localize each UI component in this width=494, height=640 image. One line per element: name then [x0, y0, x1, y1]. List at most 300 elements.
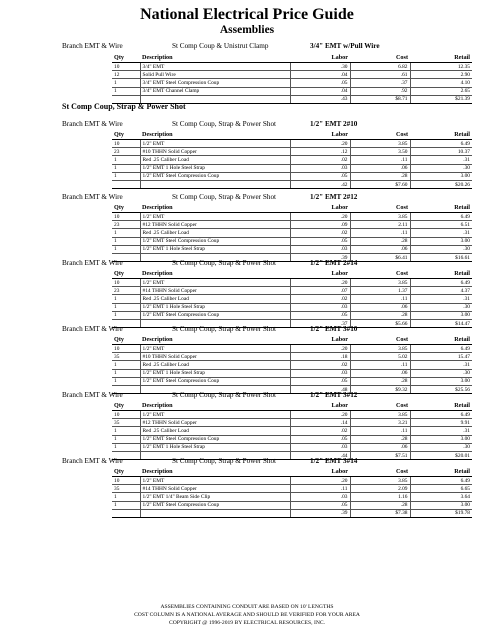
- cell-description: 1/2" EMT 1 Hole Steel Strap: [140, 245, 290, 253]
- cell-labor: .03: [290, 164, 350, 172]
- table-row: [112, 148, 472, 156]
- section-kind: St Comp Coup, Strap & Power Shot: [172, 120, 277, 128]
- cell-empty: [112, 180, 140, 188]
- col-header-cost: Cost: [350, 53, 410, 63]
- cell-retail: .30: [410, 369, 472, 377]
- cell-cost: 3.85: [350, 140, 410, 148]
- col-header-description: Description: [140, 53, 290, 63]
- cell-cost: .28: [350, 501, 410, 509]
- footer-copyright: COPYRIGHT @ 1996-2019 BY ELECTRICAL RESOURCES, INC.: [169, 620, 325, 626]
- cell-labor: .02: [290, 156, 350, 164]
- table-row: [112, 71, 472, 79]
- section-kind: St Comp Coup, Strap & Power Shot: [172, 325, 277, 333]
- cell-description: 1/2" EMT 1 Hole Steel Strap: [140, 303, 290, 311]
- cell-labor: .11: [290, 485, 350, 493]
- cell-cost: .28: [350, 377, 410, 385]
- cell-qty: 1: [112, 295, 140, 303]
- cell-cost: 3.85: [350, 279, 410, 287]
- total-labor: .44: [290, 451, 350, 459]
- col-header-labor: Labor: [290, 467, 350, 477]
- cell-labor: .12: [290, 148, 350, 156]
- cell-cost: 3.85: [350, 411, 410, 419]
- cell-qty: 10: [112, 213, 140, 221]
- cell-qty: 23: [112, 221, 140, 229]
- cell-cost: .11: [350, 427, 410, 435]
- cell-description: #10 THHN Solid Copper: [140, 353, 290, 361]
- cell-description: 3/4" EMT: [140, 63, 290, 71]
- table-total-row: [112, 509, 472, 517]
- table-row: [112, 229, 472, 237]
- table-row: [112, 427, 472, 435]
- cell-labor: .20: [290, 411, 350, 419]
- cell-labor: .09: [290, 221, 350, 229]
- total-retail: $14.47: [410, 319, 472, 327]
- cell-qty: 1: [112, 377, 140, 385]
- cell-labor: .05: [290, 377, 350, 385]
- total-retail: $20.26: [410, 180, 472, 188]
- cell-description: 1/2" EMT Steel Compression Coup: [140, 435, 290, 443]
- cell-description: 1/2" EMT Steel Compression Coup: [140, 237, 290, 245]
- cell-qty: 1: [112, 245, 140, 253]
- cell-description: 1/2" EMT 1 Hole Steel Strap: [140, 164, 290, 172]
- cell-description: 1/2" EMT Steel Compression Coup: [140, 501, 290, 509]
- cell-description: 1/2" EMT Steel Compression Coup: [140, 311, 290, 319]
- cell-qty: 10: [112, 63, 140, 71]
- table-row: [112, 477, 472, 485]
- cell-cost: 3.85: [350, 213, 410, 221]
- total-retail: $20.01: [410, 451, 472, 459]
- section-heading: 1/2" EMT 2#14: [310, 259, 358, 267]
- cell-qty: 10: [112, 477, 140, 485]
- cell-labor: .03: [290, 369, 350, 377]
- page-title: National Electrical Price Guide: [140, 6, 354, 23]
- cell-qty: 10: [112, 345, 140, 353]
- cell-qty: 1: [112, 435, 140, 443]
- total-labor: .39: [290, 253, 350, 261]
- cell-cost: 1.16: [350, 493, 410, 501]
- cell-empty: [112, 509, 140, 517]
- cell-cost: .11: [350, 156, 410, 164]
- cell-qty: 10: [112, 411, 140, 419]
- cell-description: 1/2" EMT: [140, 411, 290, 419]
- cell-description: #12 THHN Solid Copper: [140, 419, 290, 427]
- table-row: [112, 221, 472, 229]
- total-cost: $7.38: [350, 509, 410, 517]
- cell-labor: .04: [290, 87, 350, 95]
- cell-labor: .05: [290, 311, 350, 319]
- cell-cost: 2.09: [350, 485, 410, 493]
- cell-description: 1/2" EMT: [140, 140, 290, 148]
- table-row: [112, 156, 472, 164]
- cell-qty: 1: [112, 172, 140, 180]
- col-header-qty: Qty: [112, 203, 140, 213]
- section-header: [62, 324, 482, 334]
- section-kind: St Comp Coup, Strap & Power Shot: [172, 457, 277, 465]
- cell-cost: 2.11: [350, 221, 410, 229]
- col-header-cost: Cost: [350, 335, 410, 345]
- cell-description: 3/4" EMT Channel Clamp: [140, 87, 290, 95]
- total-labor: .43: [290, 95, 350, 103]
- total-cost: $7.51: [350, 451, 410, 459]
- section-heading: 1/2" EMT 2#12: [310, 193, 358, 201]
- cell-retail: .30: [410, 303, 472, 311]
- cell-labor: .20: [290, 345, 350, 353]
- col-header-retail: Retail: [410, 335, 472, 345]
- cell-cost: 5.02: [350, 353, 410, 361]
- cell-cost: .06: [350, 303, 410, 311]
- section-header: [62, 258, 482, 268]
- col-header-cost: Cost: [350, 130, 410, 140]
- section-kind: St Comp Coup, Strap & Power Shot: [172, 259, 277, 267]
- cell-retail: 3.00: [410, 237, 472, 245]
- total-cost: $5.66: [350, 319, 410, 327]
- table-row: [112, 140, 472, 148]
- cell-description: 3/4" EMT Steel Compression Coup: [140, 79, 290, 87]
- cell-labor: .05: [290, 501, 350, 509]
- col-header-retail: Retail: [410, 203, 472, 213]
- table-row: [112, 63, 472, 71]
- cell-cost: .28: [350, 237, 410, 245]
- col-header-retail: Retail: [410, 467, 472, 477]
- table-row: [112, 501, 472, 509]
- col-header-retail: Retail: [410, 130, 472, 140]
- col-header-qty: Qty: [112, 335, 140, 345]
- section-branch: Branch EMT & Wire: [62, 325, 123, 333]
- assembly-table: [112, 335, 472, 394]
- table-header-row: [112, 335, 472, 345]
- section-header: [62, 192, 482, 202]
- cell-description: 1/2" EMT Steel Compression Coup: [140, 172, 290, 180]
- cell-retail: 10.37: [410, 148, 472, 156]
- col-header-qty: Qty: [112, 467, 140, 477]
- cell-cost: .06: [350, 245, 410, 253]
- cell-retail: .30: [410, 164, 472, 172]
- cell-retail: .31: [410, 229, 472, 237]
- cell-qty: 35: [112, 419, 140, 427]
- cell-retail: 6.49: [410, 411, 472, 419]
- assembly-table: [112, 467, 472, 518]
- table-row: [112, 164, 472, 172]
- section-branch: Branch EMT & Wire: [62, 391, 123, 399]
- cell-cost: .28: [350, 311, 410, 319]
- table-row: [112, 485, 472, 493]
- assembly-table: [112, 401, 472, 460]
- cell-cost: 3.50: [350, 148, 410, 156]
- total-retail: $25.56: [410, 385, 472, 393]
- total-retail: $19.78: [410, 509, 472, 517]
- col-header-retail: Retail: [410, 269, 472, 279]
- col-header-qty: Qty: [112, 401, 140, 411]
- section-branch: Branch EMT & Wire: [62, 120, 123, 128]
- table-header-row: [112, 269, 472, 279]
- section-header: [62, 119, 482, 129]
- col-header-labor: Labor: [290, 130, 350, 140]
- table-row: [112, 377, 472, 385]
- cell-qty: 35: [112, 485, 140, 493]
- col-header-labor: Labor: [290, 53, 350, 63]
- table-row: [112, 172, 472, 180]
- col-header-description: Description: [140, 401, 290, 411]
- col-header-description: Description: [140, 467, 290, 477]
- section-kind: St Comp Coup & Unistrut Clamp: [172, 42, 269, 50]
- cell-labor: .20: [290, 140, 350, 148]
- cell-retail: .31: [410, 361, 472, 369]
- col-header-cost: Cost: [350, 269, 410, 279]
- table-row: [112, 287, 472, 295]
- cell-retail: 12.35: [410, 63, 472, 71]
- section-kind: St Comp Coup, Strap & Power Shot: [172, 391, 277, 399]
- table-row: [112, 245, 472, 253]
- cell-description: 1/2" EMT 1/4" Beam Side Clip: [140, 493, 290, 501]
- cell-description: 1/2" EMT 1 Hole Steel Strap: [140, 369, 290, 377]
- cell-description: Red .25 Caliber Load: [140, 295, 290, 303]
- cell-retail: 4.37: [410, 287, 472, 295]
- cell-qty: 1: [112, 501, 140, 509]
- cell-labor: .03: [290, 245, 350, 253]
- section-header: [62, 456, 482, 466]
- cell-cost: .11: [350, 229, 410, 237]
- total-cost: $8.71: [350, 95, 410, 103]
- table-row: [112, 411, 472, 419]
- total-labor: .37: [290, 319, 350, 327]
- cell-retail: .31: [410, 295, 472, 303]
- cell-qty: 10: [112, 279, 140, 287]
- cell-retail: 2.90: [410, 71, 472, 79]
- cell-labor: .05: [290, 172, 350, 180]
- col-header-description: Description: [140, 335, 290, 345]
- table-header-row: [112, 130, 472, 140]
- cell-retail: 6.49: [410, 213, 472, 221]
- cell-description: 1/2" EMT: [140, 477, 290, 485]
- cell-description: Red .25 Caliber Load: [140, 229, 290, 237]
- table-row: [112, 295, 472, 303]
- cell-labor: .02: [290, 427, 350, 435]
- cell-qty: 23: [112, 287, 140, 295]
- cell-labor: .02: [290, 229, 350, 237]
- total-retail: $16.61: [410, 253, 472, 261]
- col-header-labor: Labor: [290, 203, 350, 213]
- cell-description: Red .25 Caliber Load: [140, 156, 290, 164]
- cell-labor: .03: [290, 443, 350, 451]
- cell-description: 1/2" EMT: [140, 213, 290, 221]
- table-total-row: [112, 180, 472, 188]
- cell-retail: 2.65: [410, 87, 472, 95]
- cell-qty: 1: [112, 493, 140, 501]
- cell-description: 1/2" EMT Steel Compression Coup: [140, 377, 290, 385]
- cell-retail: 6.51: [410, 221, 472, 229]
- cell-cost: .28: [350, 172, 410, 180]
- table-row: [112, 79, 472, 87]
- total-labor: .39: [290, 509, 350, 517]
- total-retail: $21.39: [410, 95, 472, 103]
- page-subtitle: Assemblies: [219, 24, 275, 36]
- cell-retail: 6.49: [410, 477, 472, 485]
- col-header-qty: Qty: [112, 130, 140, 140]
- section-heading: 1/2" EMT 3#10: [310, 325, 358, 333]
- col-header-description: Description: [140, 203, 290, 213]
- section-header: [62, 41, 482, 51]
- cell-retail: 9.91: [410, 419, 472, 427]
- cell-qty: 1: [112, 369, 140, 377]
- cell-retail: 6.49: [410, 345, 472, 353]
- cell-qty: 1: [112, 156, 140, 164]
- cell-labor: .14: [290, 419, 350, 427]
- table-header-row: [112, 467, 472, 477]
- section-branch: Branch EMT & Wire: [62, 457, 123, 465]
- section-heading: 1/2" EMT 3#12: [310, 391, 358, 399]
- cell-labor: .18: [290, 353, 350, 361]
- col-header-qty: Qty: [112, 53, 140, 63]
- table-row: [112, 303, 472, 311]
- cell-retail: 6.49: [410, 279, 472, 287]
- cell-qty: 1: [112, 164, 140, 172]
- cell-labor: .30: [290, 63, 350, 71]
- total-cost: $9.32: [350, 385, 410, 393]
- cell-labor: .05: [290, 79, 350, 87]
- cell-description: #12 THHN Solid Copper: [140, 221, 290, 229]
- cell-cost: .92: [350, 87, 410, 95]
- section-heading: 1/2" EMT 3#14: [310, 457, 358, 465]
- cell-cost: 3.85: [350, 345, 410, 353]
- table-row: [112, 435, 472, 443]
- cell-labor: .20: [290, 213, 350, 221]
- cell-cost: 6.82: [350, 63, 410, 71]
- cell-retail: .31: [410, 156, 472, 164]
- cell-cost: .28: [350, 435, 410, 443]
- assembly-table: [112, 203, 472, 262]
- table-row: [112, 443, 472, 451]
- section-heading: 1/2" EMT 2#10: [310, 120, 358, 128]
- section-header: [62, 390, 482, 400]
- cell-retail: 4.10: [410, 79, 472, 87]
- cell-qty: 12: [112, 71, 140, 79]
- col-header-labor: Labor: [290, 401, 350, 411]
- cell-labor: .20: [290, 279, 350, 287]
- group-label: St Comp Coup, Strap & Power Shot: [62, 102, 186, 111]
- footer-note-cost: COST COLUMN IS A NATIONAL AVERAGE AND SHOULD BE VERIFIED FOR YOUR AREA: [134, 612, 360, 618]
- cell-cost: 3.21: [350, 419, 410, 427]
- cell-qty: 10: [112, 140, 140, 148]
- col-header-labor: Labor: [290, 269, 350, 279]
- cell-qty: 1: [112, 427, 140, 435]
- table-row: [112, 493, 472, 501]
- cell-cost: .11: [350, 361, 410, 369]
- cell-cost: .11: [350, 295, 410, 303]
- total-cost: $6.41: [350, 253, 410, 261]
- cell-retail: .30: [410, 443, 472, 451]
- assembly-table: [112, 130, 472, 189]
- table-row: [112, 311, 472, 319]
- cell-description: Red .25 Caliber Load: [140, 427, 290, 435]
- cell-description: Solid Pull Wire: [140, 71, 290, 79]
- cell-retail: 3.00: [410, 435, 472, 443]
- cell-description: #14 THHN Solid Copper: [140, 287, 290, 295]
- assembly-table: [112, 53, 472, 104]
- cell-empty: [140, 509, 290, 517]
- cell-qty: 1: [112, 361, 140, 369]
- table-total-row: [112, 95, 472, 103]
- cell-cost: .61: [350, 71, 410, 79]
- footer: [0, 603, 494, 627]
- section-branch: Branch EMT & Wire: [62, 259, 123, 267]
- cell-labor: .05: [290, 237, 350, 245]
- cell-cost: .06: [350, 443, 410, 451]
- cell-empty: [140, 180, 290, 188]
- cell-retail: 3.00: [410, 311, 472, 319]
- cell-labor: .20: [290, 477, 350, 485]
- table-row: [112, 345, 472, 353]
- cell-cost: 1.37: [350, 287, 410, 295]
- cell-retail: .31: [410, 427, 472, 435]
- total-labor: .48: [290, 385, 350, 393]
- footer-note-lengths: ASSEMBLIES CONTAINING CONDUIT ARE BASED ON 10' LENGTHS: [160, 604, 334, 610]
- cell-qty: 1: [112, 87, 140, 95]
- cell-description: 1/2" EMT 1 Hole Steel Strap: [140, 443, 290, 451]
- col-header-description: Description: [140, 130, 290, 140]
- table-header-row: [112, 203, 472, 213]
- col-header-labor: Labor: [290, 335, 350, 345]
- cell-qty: 1: [112, 303, 140, 311]
- cell-empty: [112, 95, 140, 103]
- cell-description: #10 THHN Solid Copper: [140, 148, 290, 156]
- cell-labor: .02: [290, 361, 350, 369]
- section-kind: St Comp Coup, Strap & Power Shot: [172, 193, 277, 201]
- cell-cost: 3.85: [350, 477, 410, 485]
- col-header-cost: Cost: [350, 467, 410, 477]
- cell-qty: 1: [112, 229, 140, 237]
- table-row: [112, 87, 472, 95]
- col-header-retail: Retail: [410, 53, 472, 63]
- cell-qty: 1: [112, 443, 140, 451]
- cell-retail: 3.64: [410, 493, 472, 501]
- col-header-cost: Cost: [350, 203, 410, 213]
- cell-labor: .04: [290, 71, 350, 79]
- cell-qty: 23: [112, 148, 140, 156]
- cell-retail: .30: [410, 245, 472, 253]
- assembly-table: [112, 269, 472, 328]
- section-branch: Branch EMT & Wire: [62, 42, 123, 50]
- table-header-row: [112, 53, 472, 63]
- cell-retail: 3.00: [410, 501, 472, 509]
- table-row: [112, 237, 472, 245]
- cell-labor: .07: [290, 287, 350, 295]
- cell-cost: .37: [350, 79, 410, 87]
- cell-empty: [140, 95, 290, 103]
- section-heading: 3/4" EMT w/Pull Wire: [310, 42, 380, 50]
- cell-description: Red .25 Caliber Load: [140, 361, 290, 369]
- cell-retail: 3.00: [410, 377, 472, 385]
- cell-qty: 35: [112, 353, 140, 361]
- cell-qty: 1: [112, 237, 140, 245]
- cell-retail: 3.00: [410, 172, 472, 180]
- cell-description: 1/2" EMT: [140, 345, 290, 353]
- cell-retail: 6.65: [410, 485, 472, 493]
- cell-qty: 1: [112, 79, 140, 87]
- cell-cost: .06: [350, 369, 410, 377]
- cell-labor: .03: [290, 493, 350, 501]
- table-row: [112, 213, 472, 221]
- cell-description: #14 THHN Solid Copper: [140, 485, 290, 493]
- cell-qty: 1: [112, 311, 140, 319]
- cell-labor: .02: [290, 295, 350, 303]
- col-header-cost: Cost: [350, 401, 410, 411]
- table-row: [112, 353, 472, 361]
- cell-retail: 6.49: [410, 140, 472, 148]
- table-header-row: [112, 401, 472, 411]
- col-header-retail: Retail: [410, 401, 472, 411]
- cell-labor: .05: [290, 435, 350, 443]
- table-row: [112, 361, 472, 369]
